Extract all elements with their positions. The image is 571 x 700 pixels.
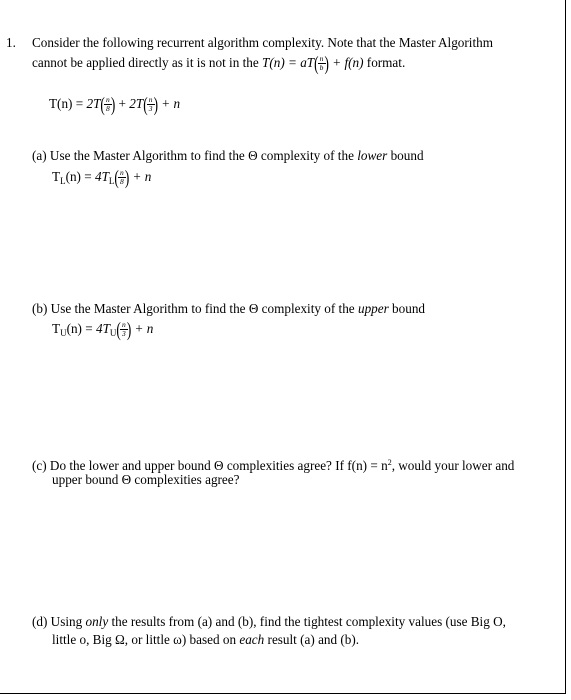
recurrence-eq: =: [75, 96, 84, 111]
part-b-emphasis: upper: [357, 301, 389, 316]
paren-open: (: [100, 92, 105, 116]
part-a-emphasis: lower: [357, 148, 388, 163]
part-d-text-2-suffix: result (a) and (b).: [267, 632, 360, 647]
recurrence-lhs: T(n): [49, 96, 73, 111]
part-d-text: (d) Using: [32, 614, 83, 629]
recurrence-term2: 2T: [129, 96, 144, 111]
paren-open: (: [314, 51, 319, 75]
paren-close: ): [324, 51, 329, 75]
frac-den: 8: [105, 104, 110, 114]
paren-open: (: [114, 165, 119, 189]
eq-lhs-tail: (n) =: [65, 169, 92, 184]
paren-open: (: [143, 92, 148, 116]
eq-coef: 4T: [95, 321, 110, 336]
part-b-equation: [52, 317, 154, 341]
frac-den: 3: [121, 329, 126, 339]
part-a-text-after: bound: [390, 148, 424, 163]
frac-num: n: [318, 56, 326, 64]
part-b-text-after: bound: [392, 301, 426, 316]
part-c-exponent: 2: [387, 458, 392, 467]
format-tail: + f(n): [332, 55, 364, 70]
paren-close: ): [153, 92, 158, 116]
format-lhs: T(n) = aT: [262, 55, 315, 70]
eq-lhs: T: [52, 169, 61, 184]
format-expression: [262, 51, 367, 75]
paren-close: ): [110, 92, 116, 116]
eq-tail: + n: [134, 321, 154, 336]
part-c-line-2: upper bound Θ complexities agree?: [52, 472, 240, 487]
part-b-text: (b) Use the Master Algorithm to find the Θ complexity of the: [32, 301, 355, 316]
paren-close: ): [124, 165, 130, 189]
frac-num: n: [104, 97, 112, 105]
part-b-prompt: [32, 301, 425, 317]
eq-coef: 4T: [94, 169, 109, 184]
intro-line-2-text: cannot be applied directly as it is not in the: [32, 55, 259, 70]
recurrence-tail: + n: [161, 96, 181, 111]
part-a-prompt: [32, 148, 424, 164]
recurrence-term1: 2T: [86, 96, 101, 111]
eq-lhs-sub: L: [60, 176, 66, 186]
frac-den: b: [319, 63, 324, 73]
eq-sub: L: [108, 176, 115, 186]
part-d-line-2: [52, 632, 359, 648]
frac-den: 3: [148, 104, 153, 114]
eq-lhs: T: [52, 321, 61, 336]
recurrence-plus: +: [118, 96, 126, 111]
intro-line-2: [32, 51, 406, 75]
paren-close: ): [126, 317, 132, 341]
part-d-emphasis: only: [85, 614, 109, 629]
frac-num: n: [147, 97, 155, 105]
intro-line-1: Consider the following recurrent algorithm complexity. Note that the Master Algorithm: [32, 35, 493, 50]
question-number: 1.: [6, 35, 16, 50]
part-c-text: (c) Do the lower and upper bound Θ complexities agree? If f(n) = n: [32, 458, 388, 473]
format-word: format.: [366, 55, 406, 70]
part-d-line-1: [32, 614, 506, 630]
part-c-text-suffix: , would your lower and: [391, 458, 515, 473]
frac-num: n: [118, 170, 126, 178]
frac-den: 8: [119, 177, 124, 187]
part-a-equation: [52, 165, 152, 189]
eq-lhs-tail: (n) =: [66, 321, 93, 336]
eq-tail: + n: [132, 169, 152, 184]
paren-open: (: [116, 317, 121, 341]
part-d-text-2: little o, Big Ω, or little ω) based on: [52, 632, 237, 647]
frac-num: n: [120, 322, 128, 330]
part-d-emphasis-2: each: [239, 632, 265, 647]
eq-sub: U: [109, 328, 117, 338]
main-recurrence: [49, 92, 181, 116]
eq-lhs-sub: U: [60, 328, 67, 338]
part-d-text-mid: the results from (a) and (b), find the tightest complexity values (use Big O,: [111, 614, 506, 629]
part-a-text: (a) Use the Master Algorithm to find the Θ complexity of the: [32, 148, 354, 163]
